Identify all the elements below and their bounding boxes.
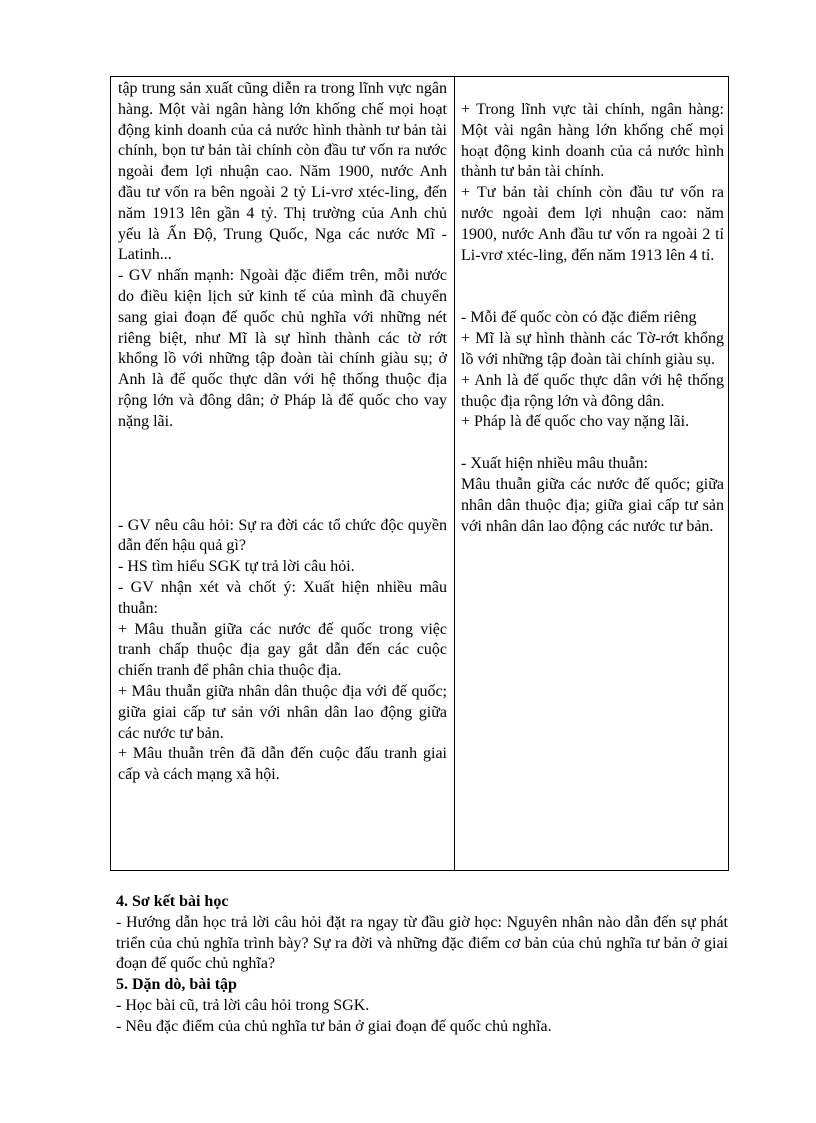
paragraph: - Xuất hiện nhiều mâu thuẫn: bbox=[461, 455, 649, 473]
homework-item: - Nêu đặc điểm của chủ nghĩa tư bản ở giai đoạn đế quốc chủ nghĩa. bbox=[116, 1017, 552, 1035]
homework-item: - Học bài cũ, trả lời câu hỏi trong SGK. bbox=[116, 996, 370, 1014]
paragraph: + Anh là đế quốc thực dân với hệ thống thuộc địa rộng lớn và đông dân. bbox=[461, 371, 724, 410]
spacer bbox=[461, 79, 724, 100]
paragraph: tập trung sản xuất cũng diễn ra trong lĩnh vực ngân hàng. Một vài ngân hàng lớn khống chế mọi hoạt động kinh doanh của cả nước hình thành tư bản tài chính, bọn tư bản tài chính còn đầu tư vốn ra nước ngoài đem lợi nhuận cao. Năm 1900, nước Anh đầu tư vốn ra bên ngoài 2 tỷ Li-vrơ xtéc-ling, đến năm 1913 lên gần 4 tỷ. Thị trường của Anh chủ yếu là Ấn Độ, Trung Quốc, Nga các nước Mĩ - Latinh... bbox=[118, 80, 447, 264]
table-row bbox=[111, 77, 729, 871]
paragraph: - GV nhấn mạnh: Ngoài đặc điểm trên, mỗi nước do điều kiện lịch sử kinh tế của mình đã chuyển sang giai đoạn đế quốc chủ nghĩa với những nét riêng biệt, như Mĩ là sự hình thành các tờ rớt khổng lồ với những tập đoàn tài chính giàu sụ; ở Anh là đế quốc thực dân với hệ thống thuộc địa rộng lớn và đông dân; ở Pháp là đế quốc cho vay nặng lãi. bbox=[118, 267, 447, 430]
homework-heading: 5. Dặn dò, bài tập bbox=[116, 976, 237, 994]
paragraph: + Mâu thuẫn trên đã dẫn đến cuộc đấu tranh giai cấp và cách mạng xã hội. bbox=[118, 745, 447, 784]
paragraph: - Mỗi đế quốc còn có đặc điểm riêng bbox=[461, 309, 697, 327]
lesson-wrap-up bbox=[116, 892, 728, 1038]
summary-text: - Hướng dẫn học trả lời câu hỏi đặt ra ngay từ đầu giờ học: Nguyên nhân nào dẫn đến sự phát triển của chủ nghĩa trình bày? Sự ra đời và những đặc điểm cơ bản của chủ nghĩa tư bản ở giai đoạn đế quốc chủ nghĩa? bbox=[116, 913, 728, 973]
paragraph: + Tư bản tài chính còn đầu tư vốn ra nước ngoài đem lợi nhuận cao: năm 1900, nước Anh đầu tư vốn ra ngoài 2 tỉ Li-vrơ xtéc-ling, đến năm 1913 lên 4 tỉ. bbox=[461, 184, 724, 264]
paragraph: Mâu thuẫn giữa các nước đế quốc; giữa nhân dân thuộc địa; giữa giai cấp tư sản với nhân dân lao động các nước tư bản. bbox=[461, 475, 724, 535]
spacer bbox=[461, 266, 724, 308]
paragraph: + Pháp là đế quốc cho vay nặng lãi. bbox=[461, 413, 690, 431]
paragraph: - HS tìm hiểu SGK tự trả lời câu hỏi. bbox=[118, 558, 355, 576]
spacer bbox=[118, 433, 447, 516]
paragraph: - GV nêu câu hỏi: Sự ra đời các tổ chức độc quyền dẫn đến hậu quả gì? bbox=[118, 516, 447, 555]
paragraph: + Mâu thuẫn giữa các nước đế quốc trong việc tranh chấp thuộc địa gay gắt dẫn đến các cuộc chiến tranh để phân chia thuộc địa. bbox=[118, 620, 447, 680]
summary-heading: 4. Sơ kết bài học bbox=[116, 893, 229, 910]
lesson-table bbox=[110, 76, 729, 871]
teacher-activity-cell bbox=[111, 77, 455, 871]
spacer bbox=[461, 433, 724, 454]
paragraph: + Trong lĩnh vực tài chính, ngân hàng: Một vài ngân hàng lớn khống chế mọi hoạt động kinh doanh của cả nước hình thành tư bản tài chính. bbox=[461, 101, 724, 181]
paragraph: + Mâu thuẫn giữa nhân dân thuộc địa với đế quốc; giữa giai cấp tư sản với nhân dân lao động giữa các nước tư bản. bbox=[118, 682, 447, 742]
paragraph: + Mĩ là sự hình thành các Tờ-rớt khổng lồ với những tập đoàn tài chính giàu sụ. bbox=[461, 330, 724, 368]
key-content-cell bbox=[455, 77, 729, 871]
paragraph: - GV nhận xét và chốt ý: Xuất hiện nhiều mâu thuẫn: bbox=[118, 578, 447, 617]
